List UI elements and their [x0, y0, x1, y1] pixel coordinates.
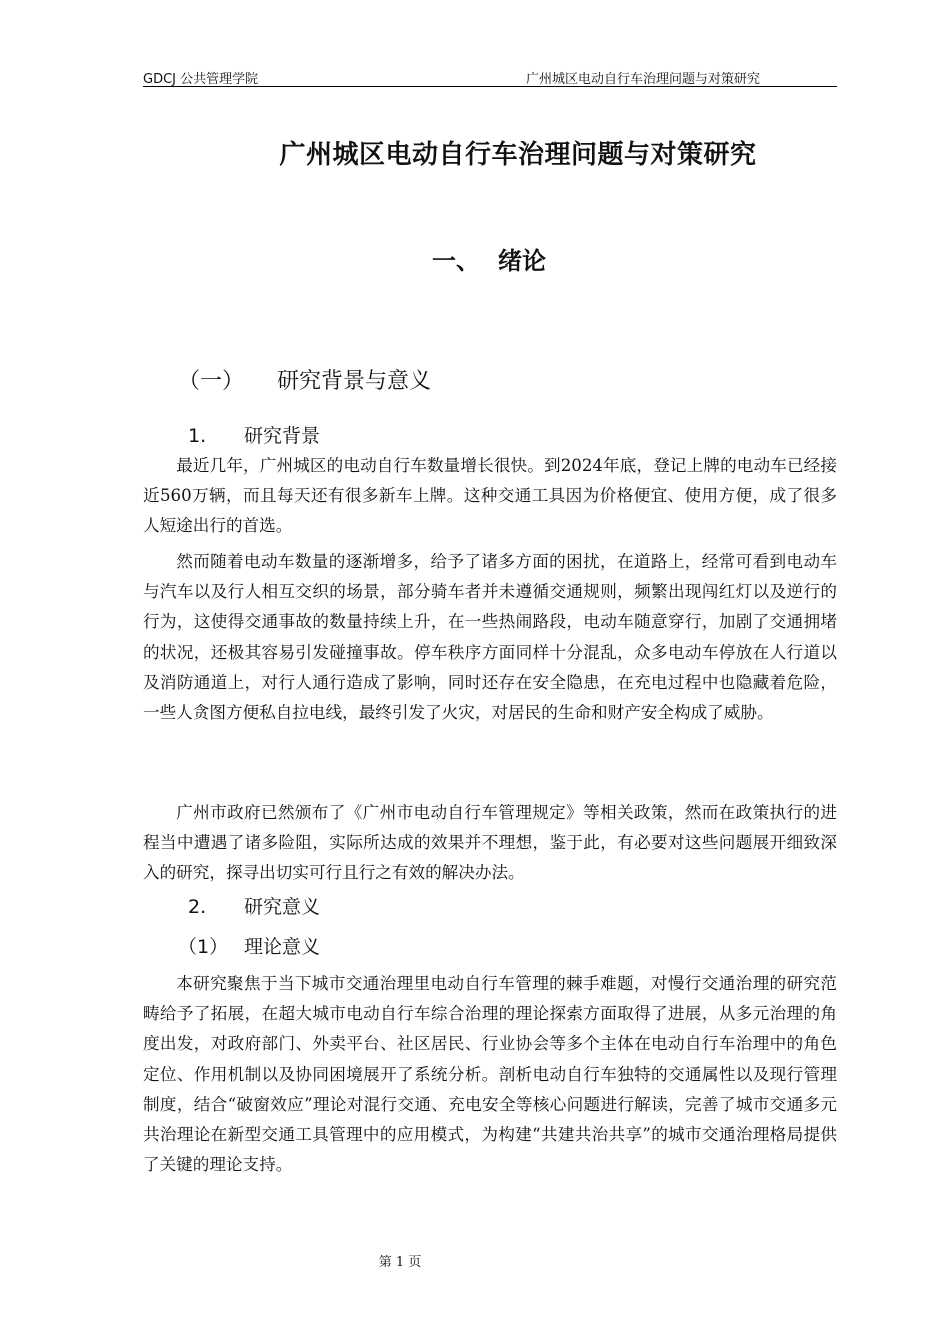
item-title: 研究意义: [244, 896, 321, 918]
subsection-number: （一）: [178, 369, 245, 394]
header-rule: [143, 86, 837, 87]
paragraph: 然而随着电动车数量的逐渐增多，给予了诸多方面的困扰，在道路上，经常可看到电动车与汽车以及行人相互交织的场景，部分骑车者并未遵循交通规则，频繁出现闯红灯以及逆行的行为，这使得交通事故的数量持续上升，在一些热闹路段，电动车随意穿行，加剧了交通拥堵的状况，还极其容易引发碰撞事故。停车秩序方面同样十分混乱，众多电动车停放在人行道以及消防通道上，对行人通行造成了影响，同时还存在安全隐患，在充电过程中也隐藏着危险，一些人贪图方便私自拉电线，最终引发了火灾，对居民的生命和财产安全构成了威胁。: [143, 552, 837, 723]
section-number: 一、: [432, 247, 480, 275]
section-title: 绪论: [498, 247, 546, 275]
paragraph: 本研究聚焦于当下城市交通治理里电动自行车管理的棘手难题，对慢行交通治理的研究范畴给予了拓展，在超大城市电动自行车综合治理的理论探索方面取得了进展，从多元治理的角度出发，对政府部门、外卖平台、社区居民、行业协会等多个主体在电动自行车治理中的角色定位、作用机制以及协同困境展开了系统分析。剖析电动自行车独特的交通属性以及现行管理制度，结合“破窗效应”理论对混行交通、充电安全等核心问题进行解读，完善了城市交通多元共治理论在新型交通工具管理中的应用模式，为构建“共建共治共享”的城市交通治理格局提供了关键的理论支持。: [143, 974, 837, 1175]
item-number: 2.: [188, 896, 207, 918]
item-number: 1.: [188, 425, 207, 447]
subsection-title: 研究背景与意义: [277, 369, 432, 394]
sub-item-title: 理论意义: [244, 936, 321, 958]
paragraph: 广州市政府已然颁布了《广州市电动自行车管理规定》等相关政策，然而在政策执行的进程当中遭遇了诸多险阻，实际所达成的效果并不理想，鉴于此，有必要对这些问题展开细致深入的研究，探寻出切实可行且行之有效的解决办法。: [143, 803, 837, 883]
page-number: 第 1 页: [378, 1255, 422, 1270]
page-header-right: 广州城区电动自行车治理问题与对策研究: [525, 72, 760, 87]
subsection-heading: [178, 364, 431, 395]
page-header-left: GDCJ 公共管理学院: [143, 72, 259, 87]
sub-item-heading: [178, 932, 320, 959]
item-heading-significance: [188, 892, 320, 919]
item-title: 研究背景: [244, 425, 321, 447]
section-heading: [432, 241, 546, 276]
paragraph: 最近几年，广州城区的电动自行车数量增长很快。到2024年底，登记上牌的电动车已经接近560万辆，而且每天还有很多新车上牌。这种交通工具因为价格便宜、使用方便，成了很多人短途出行的首选。: [143, 456, 837, 536]
document-title: 广州城区电动自行车治理问题与对策研究: [279, 140, 757, 170]
sub-item-number: （1）: [178, 936, 229, 958]
item-heading-background: [188, 421, 320, 448]
